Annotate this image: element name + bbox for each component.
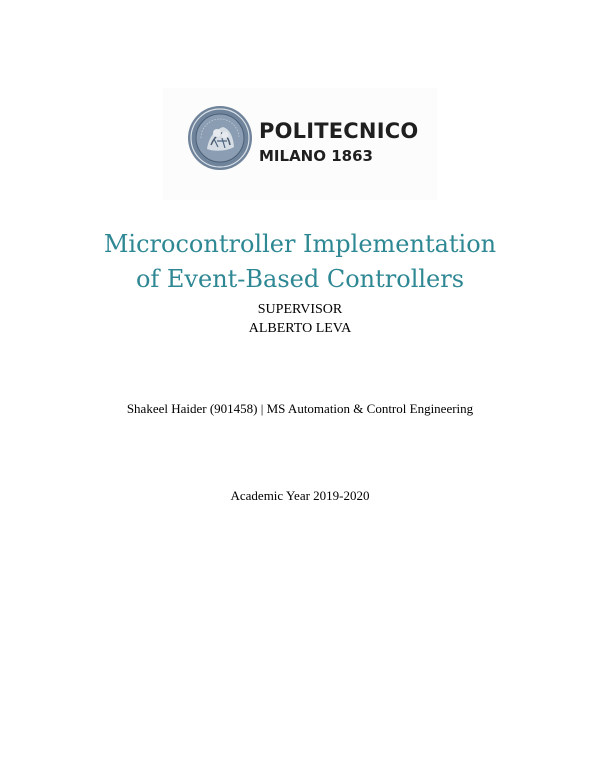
title-line-1: Microcontroller Implementation [103, 230, 497, 258]
supervisor-label: SUPERVISOR [257, 302, 343, 317]
logo-name: POLITECNICO [259, 119, 419, 143]
document-title [0, 227, 600, 297]
logo-city: MILANO 1863 [259, 147, 373, 165]
university-logo [163, 88, 437, 200]
author-line: Shakeel Haider (901458) | MS Automation & Control Engineering [126, 401, 474, 416]
supervisor-name: ALBERTO LEVA [248, 321, 352, 336]
title-line-2: of Event-Based Controllers [135, 265, 465, 293]
academic-year: Academic Year 2019-2020 [230, 488, 370, 503]
university-seal-icon [187, 105, 253, 171]
